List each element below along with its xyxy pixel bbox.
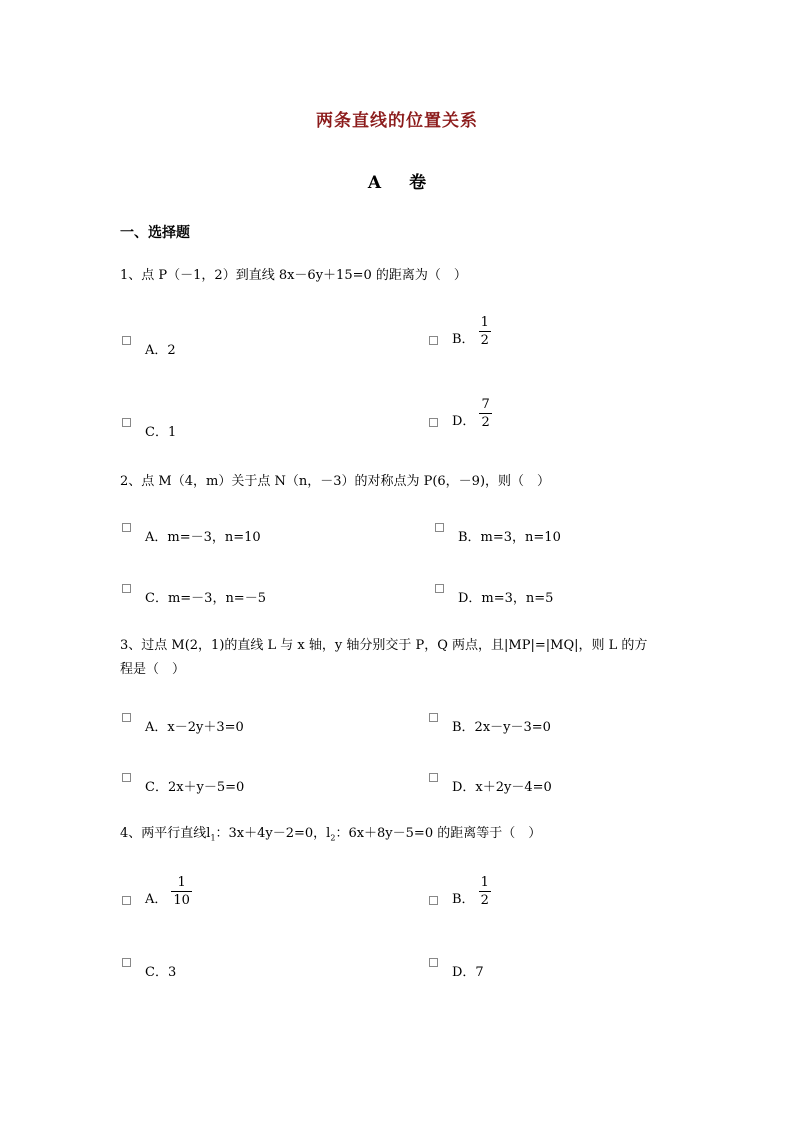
q4-option-a-fraction: [171, 874, 192, 909]
q4-option-d: D．7: [452, 965, 484, 980]
q4-text-c: ：6x＋8y－5=0 的距离等于（ ）: [335, 826, 542, 841]
q4-option-b-label: B．: [452, 892, 475, 907]
q1-option-b-fraction: [479, 314, 491, 349]
q2-option-a: A．m=－3，n=10: [145, 530, 261, 545]
q4-b-checkbox[interactable]: [429, 896, 438, 905]
q2-d-checkbox[interactable]: [435, 584, 444, 593]
q3-option-a: A．x－2y＋3=0: [145, 720, 244, 735]
q3-d-checkbox[interactable]: [429, 773, 438, 782]
q1-option-c: C．1: [145, 425, 177, 440]
question-1-text: 1、点 P（－1，2）到直线 8x－6y＋15=0 的距离为（ ）: [120, 268, 467, 283]
fraction-denominator: 2: [480, 333, 489, 348]
page-title: 两条直线的位置关系: [316, 111, 478, 131]
q1-b-checkbox[interactable]: [429, 336, 438, 345]
q3-c-checkbox[interactable]: [122, 773, 131, 782]
section-heading: 一、选择题: [120, 225, 190, 241]
q4-sub-2: 2: [330, 833, 336, 843]
q2-option-b: B．m=3，n=10: [458, 530, 561, 545]
juan-letter: A: [367, 173, 382, 193]
q4-option-a-label: A．: [145, 892, 168, 907]
q2-option-d: D．m=3，n=5: [458, 591, 554, 606]
q1-option-b-label: B．: [452, 332, 475, 347]
fraction-denominator: 10: [173, 893, 190, 908]
q3-a-checkbox[interactable]: [122, 713, 131, 722]
q4-c-checkbox[interactable]: [122, 958, 131, 967]
q3-option-b: B．2x－y－3=0: [452, 720, 551, 735]
q1-option-d: [452, 396, 492, 431]
q4-d-checkbox[interactable]: [429, 958, 438, 967]
q1-option-d-fraction: [479, 396, 491, 431]
q4-text-a: 4、两平行直线l: [120, 826, 211, 841]
question-3-line-2: 程是（ ）: [120, 662, 186, 677]
q4-option-b: [452, 874, 491, 909]
question-3-line-1: 3、过点 M(2，1)的直线 L 与 x 轴，y 轴分别交于 P，Q 两点，且|MP|=|MQ|，则 L 的方: [120, 638, 648, 653]
q1-a-checkbox[interactable]: [122, 336, 131, 345]
q4-text-b: ：3x＋4y－2=0，l: [215, 826, 331, 841]
q1-option-b: [452, 314, 491, 349]
q2-option-c: C．m=－3，n=－5: [145, 591, 266, 606]
paper-section-heading: [0, 168, 794, 193]
q1-c-checkbox[interactable]: [122, 418, 131, 427]
fraction-denominator: 2: [481, 415, 490, 430]
fraction-numerator: 7: [481, 397, 490, 412]
fraction-denominator: 2: [480, 893, 489, 908]
q3-option-d: D．x＋2y－4=0: [452, 780, 552, 795]
question-3-text: [120, 634, 680, 682]
q2-c-checkbox[interactable]: [122, 584, 131, 593]
q4-option-b-fraction: [479, 874, 491, 909]
fraction-numerator: 1: [480, 315, 489, 330]
juan-word: 卷: [409, 173, 427, 193]
fraction-numerator: 1: [177, 875, 186, 890]
question-4-text: [120, 822, 680, 851]
q1-option-a: A．2: [145, 343, 176, 358]
q3-b-checkbox[interactable]: [429, 713, 438, 722]
q2-a-checkbox[interactable]: [122, 523, 131, 532]
q4-option-a: [145, 874, 192, 909]
q4-sub-1: 1: [210, 833, 216, 843]
q3-option-c: C．2x＋y－5=0: [145, 780, 245, 795]
q1-d-checkbox[interactable]: [429, 418, 438, 427]
q4-a-checkbox[interactable]: [122, 896, 131, 905]
q1-option-d-label: D．: [452, 414, 476, 429]
q4-option-c: C．3: [145, 965, 177, 980]
question-2-text: 2、点 M（4，m）关于点 N（n，－3）的对称点为 P(6，－9)，则（ ）: [120, 474, 551, 489]
q2-b-checkbox[interactable]: [435, 523, 444, 532]
fraction-numerator: 1: [480, 875, 489, 890]
